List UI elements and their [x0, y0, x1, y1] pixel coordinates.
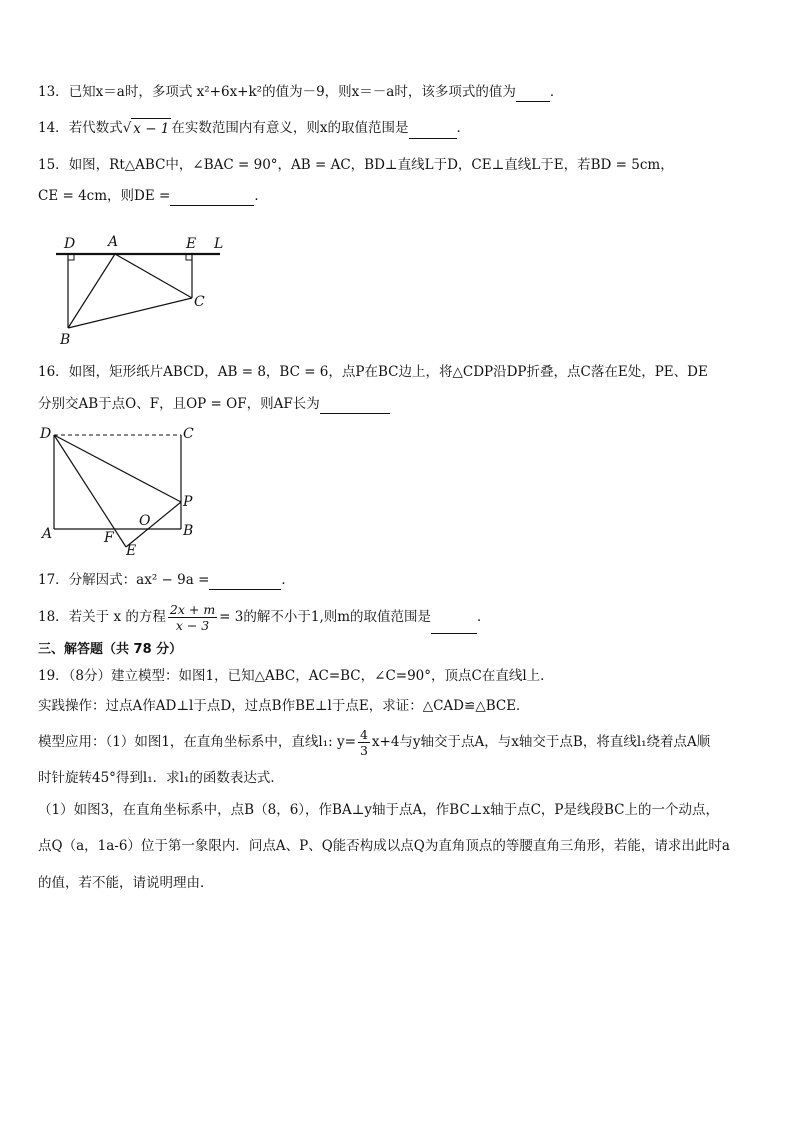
label-A: A [42, 526, 53, 542]
question-14 [38, 118, 470, 139]
label-O: O [139, 513, 151, 529]
sqrt-expression [123, 118, 172, 139]
question-18 [38, 600, 491, 634]
question-19-line-6: 点Q（a，1a-6）位于第一象限内．问点A、P、Q能否构成以点Q为直角顶点的等腰直角三角形，若能，请求出此时a [38, 838, 730, 854]
question-19-line-1: 19．（8分）建立模型：如图1，已知△ABC，AC=BC，∠C=90°，顶点C在直线l上． [38, 668, 554, 684]
question-text-2: x+4与y轴交于点A，与x轴交于点B，将直线l₁绕着点A顺 [371, 734, 711, 750]
fraction-numerator: 2x + m [169, 602, 216, 617]
radical-sign: √ [122, 120, 132, 136]
question-text: 如图，Rt△ABC中，∠BAC = 90°，AB = AC，BD⊥直线L于D，CE⊥直线L于E，若BD = 5cm， [68, 157, 674, 173]
period: ． [456, 120, 471, 136]
question-text: 分解因式：ax² − 9a = [68, 572, 210, 588]
label-C: C [194, 294, 205, 310]
figure-q15 [48, 232, 238, 350]
segment-AC [115, 254, 192, 298]
label-A: A [108, 234, 119, 250]
radicand: x − 1 [131, 118, 171, 139]
answer-blank[interactable] [516, 87, 550, 102]
period: ． [477, 609, 491, 625]
question-number: 15． [38, 157, 69, 173]
question-19-line-7: 的值，若不能，请说明理由． [38, 875, 214, 891]
question-17 [38, 570, 295, 590]
question-19-line-4: 时针旋转45°得到l₁．求l₁的函数表达式． [38, 770, 284, 786]
label-L: L [214, 236, 224, 252]
period: ． [254, 188, 268, 204]
question-16-line-1 [38, 362, 708, 382]
label-E: E [186, 236, 197, 252]
label-C: C [183, 426, 194, 442]
question-19-line-2: 实践操作：过点A作AD⊥l于点D，过点B作BE⊥l于点E，求证：△CAD≌△BCE． [38, 698, 530, 714]
period: ． [549, 84, 564, 100]
question-19-line-3 [38, 722, 710, 762]
label-D: D [64, 236, 76, 252]
fraction-denominator: 3 [359, 743, 368, 758]
question-number: 17． [38, 572, 69, 588]
question-number: 18． [38, 609, 69, 625]
segment-DP [54, 435, 181, 502]
answer-blank[interactable] [209, 575, 281, 590]
section-heading: 三、解答题（共 78 分） [38, 642, 183, 657]
question-text: 已知x＝a时，多项式 x²+6x+k²的值为－9，则x＝－a时，该多项式的值为 [68, 84, 516, 100]
equation-fraction [168, 602, 217, 633]
label-F: F [104, 530, 114, 546]
segment-AB [68, 254, 115, 328]
question-16-line-2 [38, 394, 390, 414]
answer-blank[interactable] [431, 619, 477, 634]
question-15-line-1 [38, 155, 674, 175]
figure-q16 [36, 422, 206, 562]
label-B: B [60, 332, 71, 348]
question-text: 若代数式 [68, 120, 123, 136]
fraction-denominator: x − 3 [175, 618, 210, 633]
question-text-2: 在实数范围内有意义，则x的取值范围是 [171, 120, 409, 136]
label-B: B [183, 523, 194, 539]
label-E: E [126, 543, 137, 559]
segment-BC [68, 298, 192, 328]
question-text: 如图，矩形纸片ABCD，AB = 8，BC = 6，点P在BC边上，将△CDP沿DP折叠，点C落在E处，PE、DE [68, 364, 708, 380]
label-D: D [40, 426, 52, 442]
question-13 [38, 82, 563, 102]
answer-blank[interactable] [170, 191, 254, 206]
fraction-numerator: 4 [359, 727, 368, 742]
question-19-line-5: （1）如图3，在直角坐标系中，点B（8，6），作BA⊥y轴于点A，作BC⊥x轴于点C，P是线段BC上的一个动点， [38, 802, 719, 818]
question-number: 13． [38, 84, 69, 100]
question-15-line-2 [38, 186, 268, 206]
question-text-2: = 3的解不小于1,则m的取值范围是 [219, 609, 432, 625]
question-text: CE = 4cm，则DE = [38, 188, 171, 204]
question-text: 模型应用：（1）如图1，在直角坐标系中，直线l₁: y= [38, 734, 356, 750]
question-text: 分别交AB于点O、F，且OP = OF，则AF长为 [38, 396, 320, 412]
question-text: 若关于 x 的方程 [68, 609, 166, 625]
question-number: 14． [38, 120, 69, 136]
question-number: 16． [38, 364, 69, 380]
segment-DE [54, 435, 126, 547]
answer-blank[interactable] [409, 124, 457, 139]
slope-fraction [358, 727, 370, 758]
label-P: P [183, 494, 193, 510]
segment-PE [126, 502, 181, 547]
period: ． [281, 572, 295, 588]
answer-blank[interactable] [320, 399, 390, 414]
